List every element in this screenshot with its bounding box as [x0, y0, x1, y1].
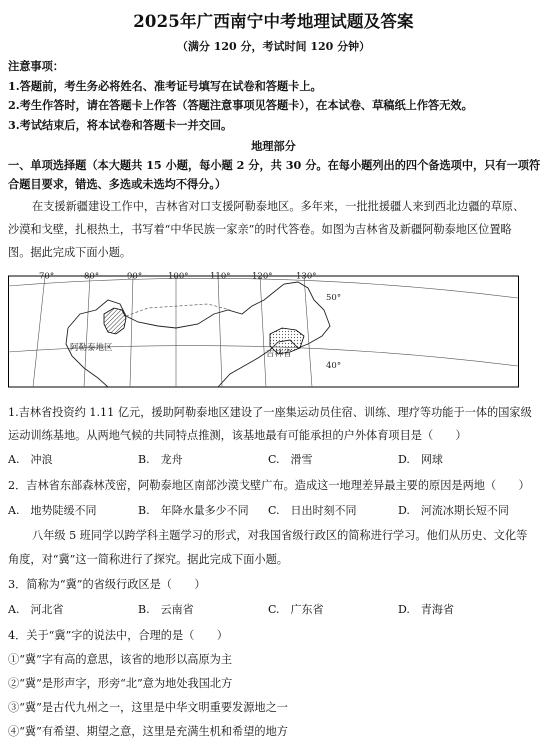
- q2-option-c[interactable]: C. 日出时刻不同: [268, 504, 357, 517]
- lat-label-50: 50°: [326, 293, 342, 303]
- q1-option-b[interactable]: B. 龙舟: [138, 453, 183, 466]
- passage-line: 图。据此完成下面小题。: [8, 246, 132, 259]
- lon-label: 120°: [252, 271, 273, 282]
- section-title: 地理部分: [251, 139, 296, 153]
- q3-option-a[interactable]: A. 河北省: [8, 603, 64, 616]
- lon-label: 130°: [296, 271, 317, 282]
- question-3-stem: 3．简称为“冀”的省级行政区是（ ）: [8, 578, 206, 591]
- page-subtitle: （满分 120 分，考试时间 120 分钟）: [176, 40, 371, 53]
- q3-option-c[interactable]: C. 广东省: [268, 603, 324, 616]
- q2-option-d[interactable]: D. 河流冰期长短不同: [398, 504, 509, 517]
- q2-option-b[interactable]: B. 年降水量多少不同: [138, 504, 249, 517]
- passage-line: 沙漠和戈壁，扎根热土，书写着“中华民族一家亲”的时代答卷。如图为吉林省及新疆阿勒泰地区位置略: [8, 223, 512, 236]
- lon-label: 80°: [84, 271, 100, 282]
- notice-item: 3.考试结束后，将本试卷和答题卡一并交回。: [8, 118, 233, 132]
- map-label-altay: 阿勒泰地区: [70, 343, 113, 353]
- notice-item: 1.答题前，考生务必将姓名、准考证号填写在试卷和答题卡上。: [8, 79, 322, 93]
- part1-instructions: 一、单项选择题（本大题共 15 小题，每小题 2 分，共 30 分。在每小题列出的四个备选项中，只有一项符: [8, 158, 541, 172]
- part1-instructions: 合题目要求，错选、多选或未选均不得分。）: [8, 177, 227, 191]
- q4-statement: ④“冀”有希望、期望之意，这里是充满生机和希望的地方: [8, 725, 288, 738]
- lat-label-40: 40°: [326, 361, 342, 371]
- lon-label: 110°: [210, 271, 231, 282]
- q3-option-b[interactable]: B. 云南省: [138, 603, 194, 616]
- q1-option-a[interactable]: A. 冲浪: [8, 453, 53, 466]
- map-label-jilin: 吉林省: [266, 349, 292, 359]
- passage-line: 角度，对“冀”这一简称进行了探究。据此完成下面小题。: [8, 553, 288, 566]
- notice-item: 2.考生作答时，请在答题卡上作答（答题注意事项见答题卡），在本试卷、草稿纸上作答无效。: [8, 98, 473, 112]
- question-1-stem: 1.吉林省投资约 1.11 亿元，援助阿勒泰地区建设了一座集运动员住宿、训练、理疗等功能于一体的国家级: [8, 406, 532, 419]
- q1-option-d[interactable]: D. 网球: [398, 453, 443, 466]
- notice-heading: 注意事项：: [8, 59, 64, 73]
- lon-label: 70°: [39, 271, 55, 282]
- q1-option-c[interactable]: C. 滑雪: [268, 453, 313, 466]
- q4-statement: ①“冀”字有高的意思，该省的地形以高原为主: [8, 653, 233, 666]
- passage-line: 八年级 5 班同学以跨学科主题学习的形式，对我国省级行政区的简称进行学习。他们从历史、文化等: [32, 529, 528, 542]
- location-map: [8, 270, 528, 388]
- lon-label: 100°: [168, 271, 189, 282]
- page-title: 2025年广西南宁中考地理试题及答案: [133, 12, 414, 31]
- question-2-stem: 2．吉林省东部森林茂密，阿勒泰地区南部沙漠戈壁广布。造成这一地理差异最主要的原因是两地（ ）: [8, 479, 530, 492]
- passage-line: 在支援新疆建设工作中，吉林省对口支援阿勒泰地区。多年来，一批批援疆人来到西北边疆的草原、: [32, 200, 525, 213]
- q3-option-d[interactable]: D. 青海省: [398, 603, 454, 616]
- lon-label: 90°: [127, 271, 143, 282]
- q4-statement: ②“冀”是形声字，形旁“北”意为地处我国北方: [8, 677, 233, 690]
- q2-option-a[interactable]: A. 地势陡缓不同: [8, 504, 97, 517]
- q4-statement: ③“冀”是古代九州之一，这里是中华文明重要发源地之一: [8, 701, 288, 714]
- question-4-stem: 4．关于“冀”字的说法中，合理的是（ ）: [8, 629, 228, 642]
- question-1-stem: 运动训练基地。从两地气候的共同特点推测，该基地最有可能承担的户外体育项目是（ ）: [8, 429, 467, 442]
